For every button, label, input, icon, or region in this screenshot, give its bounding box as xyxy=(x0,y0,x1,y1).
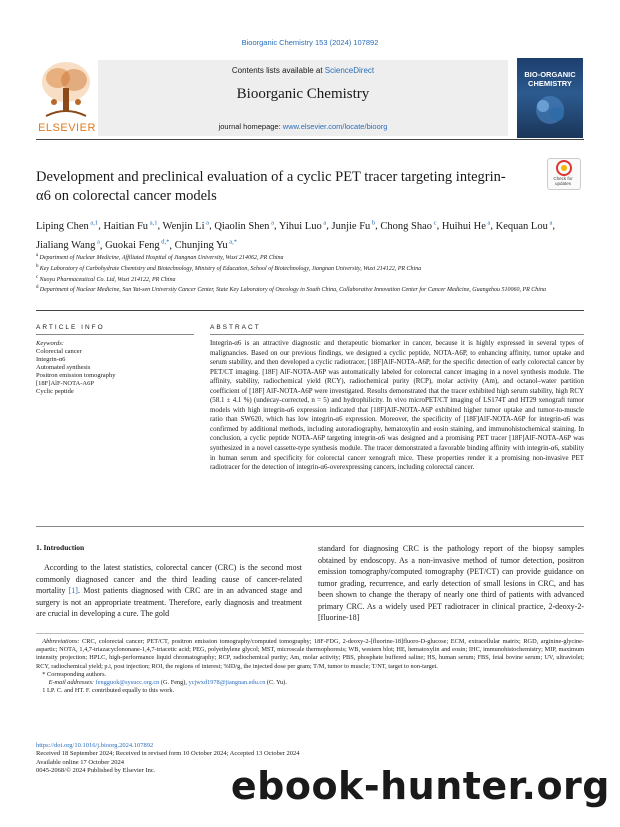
author-name: Kequan Lou xyxy=(495,220,548,232)
keyword: Positron emission tomography xyxy=(36,372,116,379)
introduction-heading: 1. Introduction xyxy=(36,543,85,552)
author xyxy=(214,221,274,232)
affiliation-list xyxy=(36,252,584,295)
equal-contribution-note xyxy=(36,687,584,695)
header-divider xyxy=(36,139,584,140)
affiliation-mark: b xyxy=(36,263,40,269)
footnote-divider xyxy=(36,633,584,634)
author xyxy=(175,240,237,251)
email-link-yu[interactable]: ycjwxd1978@jiangnan.edu.cn xyxy=(188,679,266,687)
author-name: Junjie Fu xyxy=(331,220,371,232)
affiliation-mark: d xyxy=(36,285,40,291)
email-note xyxy=(36,679,584,687)
author xyxy=(442,221,491,232)
author-affiliation-mark[interactable]: a xyxy=(547,219,553,226)
article-info-rule xyxy=(36,334,194,335)
intro-text-b: . Most patients diagnosed with CRC are in an advanced stage and surgery is not an appropriate treatment. Therefore, early diagnosis and treatment are crucial in developing a cure. The gold xyxy=(36,586,303,618)
author-list: Liping Chen $^{a,1}$, Haitian Fu $^{a,1}$, Wenjin Li $^a$, Qiaolin Shen $^a$, Yihui Luo $^a$, Junjie Fu $^b$, Chong Shao $^c$, Huihui He $^a$, Kequan Lou $^a$, Jialiang Wang $^a$, Guokai Feng $^{d,*}$, Chunjing Yu $^{a,*}$ xyxy=(36,219,555,251)
author xyxy=(36,221,98,232)
reference-link[interactable]: [1] xyxy=(68,586,78,595)
homepage-prefix: journal homepage: xyxy=(218,122,283,131)
intro-right-column: standard for diagnosing CRC is the pathology report of the biopsy samples obtained by endoscopy. As a non-invasive method of tumor detection, positron emission tomography/computed tomography (PET/CT) can provide guidance on tumor grading, recurrence, and early detection of small lesions in CRC, and has been shown to change the therapy of nearly one third of patients with advanced primary CRC. As a widely used PET radiotracer in clinical practice, 2-deoxy-2-[fluorine-18] xyxy=(318,544,584,622)
abbreviations-text: CRC, colorectal cancer; PET/CT, positron emission tomography/computed tomography; 18F-FDG, 2-deoxy-2-[fluorine-18]fluoro-D-glucose; ECM, extracellular matrix; RGD, arginine-glycine-aspartic; NOTA, 1,4,7-triazacyclononane-1,4,7-triacetic acid; PEG, polyethylene glycol; MST, microscale thermophoresis; WB, western blot; HE, hematoxylin and eosin; IHC, immunohistochemistry; MIP, maximum intensity projection; HPLC, high-performance liquid chromatography; RCP, radiochemical purity; Am, molar activity; PBS, phosphate buffered saline; HS, human serum; FBS, fetal bovine serum; UV, ultraviolet; RCY, radiochemical yield; p.i, post injection; ROI, the regions of interest; %ID/g, the injected dose per gram; T/M, tumor to muscle; T/NT, target to non-target. xyxy=(36,638,584,670)
abstract-text: Integrin-α6 is an attractive diagnostic and therapeutic biomarker in cancer, because it is highly expressed in several types of malignancies. Based on our previous findings, we designed a cyclic peptide, NOTA-A6P, to enhancing affinity, tumor uptake and serum stability, and then developed a cyclic radiotracer, [18F]AlF-NOTA-A6P, for the specific detection of early colorectal cancer by PET/CT imaging. [18F] AlF-NOTA-A6P was automatically labeled for colorectal cancer imaging in a novel synthesis module. The affinity, stability, radiochemical yield (RCY), radiochemical purity (RCP), molar activity (Am), and octanol–water partition coefficient of [18F] AlF-NOTA-A6P were investigated. Results demonstrated that the tracer exhibited high serum stability, high RCY (58.1 ± 4.1 %) (undecay-corrected, n = 5) and hydrophilicity. In vivo microPET/CT imaging of LS174T and HT29 xenograft tumor models with high integrin-α6 expression indicated that [18F]AlF-NOTA-A6P exhibited higher tumor uptake and tumor-to-muscle ratio than SW620, which has low integrin-α6 expression. Moreover, the specificity of [18F]AlF-NOTA-A6P for integrin-α6 was confirmed by additional methods, including autoradiography, hematoxylin and eosin staining, and immunohistochemical staining. In conclusion, a cyclic peptide NOTA-A6P targeting integrin-α6 was designed and a promising PET tracer [18F]AlF-NOTA-A6P was synthesized in a novel cassette-type synthesis module. The tracer demonstrated a favorable binding affinity with integrin-α6, stability in human serum and specificity for colorectal cancer xenograft mice. These properties render it a promising non-invasive PET radiotracer for the detection of integrin-α6-overexpressing cancers, including colorectal cancer. xyxy=(210,339,584,472)
homepage-line xyxy=(98,122,508,131)
author-name: Liping Chen xyxy=(36,220,89,232)
equal-contribution-text: 1 LP. C. and HT. F. contributed equally to this work. xyxy=(42,687,175,695)
author-affiliation-mark[interactable]: a,1 xyxy=(148,219,158,226)
author xyxy=(105,240,169,251)
author-name: Jialiang Wang xyxy=(36,240,96,251)
abbreviations-heading: Abbreviations: xyxy=(42,638,80,645)
author-name: Guokai Feng xyxy=(105,240,160,251)
author-affiliation-mark[interactable]: b xyxy=(370,219,376,226)
keywords-heading: Keywords: xyxy=(36,340,64,347)
author-affiliation-mark[interactable]: d,* xyxy=(159,238,170,246)
author xyxy=(331,221,375,232)
author-affiliation-mark[interactable]: a,* xyxy=(227,238,238,246)
journal-title: Bioorganic Chemistry xyxy=(236,86,370,102)
received-dates: Received 18 September 2024; Received in revised form 10 October 2024; Accepted 13 October 2024 xyxy=(36,750,300,758)
author xyxy=(279,221,326,232)
author-name: Chong Shao xyxy=(380,220,433,232)
keyword: Integrin-α6 xyxy=(36,356,66,363)
author-affiliation-mark[interactable]: a xyxy=(269,219,274,226)
author-name: Qiaolin Shen xyxy=(214,220,270,232)
elsevier-wordmark: ELSEVIER xyxy=(38,122,96,134)
author xyxy=(103,221,157,232)
author xyxy=(163,221,210,232)
author-name: Wenjin Li xyxy=(162,220,205,232)
affiliation xyxy=(36,274,584,284)
affiliation xyxy=(36,252,584,262)
intro-left-column xyxy=(36,562,302,620)
author-name: Huihui He xyxy=(441,220,486,232)
abstract-heading: ABSTRACT xyxy=(210,324,261,331)
homepage-link[interactable]: www.elsevier.com/locate/bioorg xyxy=(282,122,388,131)
article-title: Development and preclinical evaluation of a cyclic PET tracer targeting integrin-α6 on colorectal cancer models xyxy=(36,169,506,204)
email-name-feng: (G. Feng), xyxy=(159,679,189,687)
affiliation-text: Department of Nuclear Medicine, Sun Yat-sen University Cancer Center, State Key Laboratory of Oncology in South China, Collaborative Innovation Center for Cancer Medicine, Guangzhou 510060, PR China xyxy=(39,287,546,294)
author xyxy=(36,240,100,251)
intro-text-a: According to the latest statistics, colorectal cancer (CRC) is the second most commonly diagnosed cancer and the third leading cause of cancer-related mortality xyxy=(36,563,302,595)
affiliation xyxy=(36,263,584,273)
affiliation xyxy=(36,284,584,294)
author-name: Yihui Luo xyxy=(278,220,322,232)
journal-reference[interactable]: Bioorganic Chemistry 153 (2024) 107892 xyxy=(241,38,379,47)
author-affiliation-mark[interactable]: a xyxy=(321,219,327,226)
watermark: ebook-hunter.org xyxy=(230,764,610,808)
author-affiliation-mark[interactable]: a xyxy=(204,219,210,226)
affiliation-text: Department of Nuclear Medicine, Affiliated Hospital of Jiangnan University, Wuxi 214062, PR China xyxy=(39,255,284,261)
author-name: Chunjing Yu xyxy=(174,240,228,251)
footnotes xyxy=(36,638,584,695)
article-info-heading: ARTICLE INFO xyxy=(36,324,105,331)
contents-line xyxy=(98,66,508,75)
check-for-updates-label: Check for updates xyxy=(553,176,573,186)
keyword: [18F]AlF-NOTA-A6P xyxy=(36,380,94,387)
corresponding-note xyxy=(36,671,584,679)
available-online: Available online 17 October 2024 xyxy=(36,758,124,766)
affiliation-mark: c xyxy=(36,274,40,280)
keyword: Cyclic peptide xyxy=(36,388,74,395)
affiliation-text: Nuoyu Pharmaceutical Co. Ltd, Wuxi 214122, PR China xyxy=(39,276,176,283)
author xyxy=(380,221,436,232)
copyright: 0045-2068/© 2024 Published by Elsevier Inc. xyxy=(36,767,156,775)
keyword-list xyxy=(36,348,196,396)
doi-link[interactable]: https://doi.org/10.1016/j.bioorg.2024.107892 xyxy=(36,742,154,749)
author-affiliation-mark[interactable]: a xyxy=(485,219,491,226)
keywords-block xyxy=(36,340,196,396)
author-name: Haitian Fu xyxy=(103,220,149,232)
abbreviations-note xyxy=(36,638,584,671)
author-affiliation-mark[interactable]: a xyxy=(95,238,100,246)
email-label: E-mail addresses: xyxy=(48,679,96,687)
cover-title: BIO-ORGANIC CHEMISTRY xyxy=(524,70,576,88)
corresponding-text: * Corresponding authors. xyxy=(42,670,107,678)
email-link-feng[interactable]: fengguok@sysucc.org.cn xyxy=(95,679,160,687)
abstract-divider xyxy=(36,526,584,527)
affiliation-divider xyxy=(36,310,584,311)
affiliation-text: Key Laboratory of Carbohydrate Chemistry and Biotechnology, Ministry of Education, School of Biotechnology, Jiangnan University, Wuxi 214122, PR China xyxy=(39,265,422,272)
author-affiliation-mark[interactable]: a,1 xyxy=(88,219,99,226)
author-affiliation-mark[interactable]: c xyxy=(432,219,437,226)
abstract-rule xyxy=(210,334,584,335)
keyword: Automated synthesis xyxy=(36,364,91,371)
contents-prefix: Contents lists available at xyxy=(231,66,325,75)
affiliation-mark: a xyxy=(36,253,40,258)
sciencedirect-link[interactable]: ScienceDirect xyxy=(324,66,375,75)
keyword: Colorectal cancer xyxy=(36,348,82,355)
email-name-yu: (C. Yu). xyxy=(265,679,287,687)
author xyxy=(496,221,553,232)
